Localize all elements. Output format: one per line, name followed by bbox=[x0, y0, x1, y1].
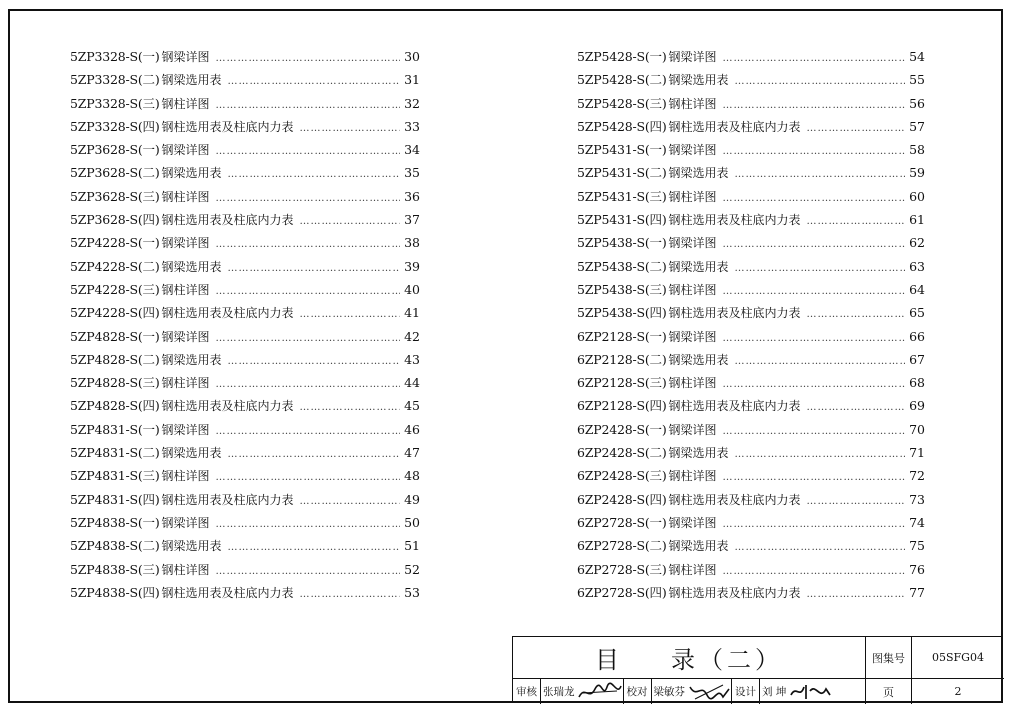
toc-entry-code: 5ZP4838-S(一) bbox=[70, 514, 160, 530]
review-signature bbox=[577, 681, 623, 703]
review-label: 审核 bbox=[513, 679, 541, 704]
toc-entry[interactable] bbox=[577, 534, 925, 557]
toc-entry[interactable] bbox=[70, 68, 420, 91]
toc-entry-title: 钢柱选用表及柱底内力表 bbox=[161, 119, 294, 134]
toc-entry-code: 5ZP4228-S(二) bbox=[70, 258, 160, 274]
toc-entry-page: 48 bbox=[404, 468, 420, 484]
toc-entry-title: 钢梁选用表 bbox=[668, 259, 729, 274]
toc-entry[interactable] bbox=[577, 441, 925, 464]
toc-entry[interactable] bbox=[577, 255, 925, 278]
dot-leader bbox=[807, 210, 905, 233]
toc-entry-page: 75 bbox=[909, 538, 925, 554]
toc-entry-code: 5ZP4828-S(二) bbox=[70, 351, 160, 367]
toc-entry-page: 49 bbox=[404, 491, 420, 507]
sheet-title bbox=[513, 637, 866, 679]
toc-entry-code: 5ZP5431-S(四) bbox=[577, 212, 667, 228]
dot-leader bbox=[735, 163, 905, 186]
toc-entry[interactable] bbox=[577, 394, 925, 417]
dot-leader bbox=[723, 94, 905, 117]
toc-entry-title: 钢梁选用表 bbox=[668, 73, 729, 88]
dot-leader bbox=[216, 47, 400, 70]
toc-entry-code: 5ZP3328-S(三) bbox=[70, 95, 160, 111]
toc-entry-title: 钢柱详图 bbox=[668, 96, 717, 111]
dot-leader bbox=[723, 47, 905, 70]
toc-entry-page: 39 bbox=[404, 258, 420, 274]
sheet-title-part1: 目 bbox=[595, 646, 623, 674]
toc-entry[interactable] bbox=[577, 325, 925, 348]
dot-leader bbox=[723, 233, 905, 256]
toc-entry-page: 69 bbox=[909, 398, 925, 414]
dot-leader bbox=[300, 117, 400, 140]
toc-entry-page: 35 bbox=[404, 165, 420, 181]
dot-leader bbox=[735, 257, 905, 280]
toc-entry[interactable] bbox=[70, 92, 420, 115]
toc-entry-title: 钢梁详图 bbox=[161, 329, 210, 344]
toc-entry-code: 5ZP3328-S(四) bbox=[70, 118, 160, 134]
dot-leader bbox=[807, 490, 905, 513]
toc-entry[interactable] bbox=[577, 161, 925, 184]
dot-leader bbox=[216, 560, 400, 583]
toc-entry-title: 钢梁详图 bbox=[668, 236, 717, 251]
check-label: 校对 bbox=[623, 679, 652, 704]
toc-entry-code: 6ZP2128-S(三) bbox=[577, 375, 667, 391]
toc-entry-page: 62 bbox=[909, 235, 925, 251]
toc-entry[interactable] bbox=[577, 231, 925, 254]
toc-entry-title: 钢梁详图 bbox=[668, 422, 717, 437]
toc-entry[interactable] bbox=[70, 138, 420, 161]
dot-leader bbox=[300, 396, 400, 419]
toc-entry-page: 61 bbox=[909, 212, 925, 228]
toc-entry[interactable] bbox=[577, 488, 925, 511]
toc-entry-title: 钢柱详图 bbox=[668, 282, 717, 297]
toc-entry-page: 55 bbox=[909, 72, 925, 88]
toc-entry-page: 66 bbox=[909, 328, 925, 344]
toc-entry-page: 57 bbox=[909, 118, 925, 134]
toc-entry-title: 钢梁详图 bbox=[668, 515, 717, 530]
toc-entry[interactable] bbox=[577, 464, 925, 487]
toc-entry-title: 钢柱选用表及柱底内力表 bbox=[668, 399, 801, 414]
toc-entry-code: 6ZP2428-S(二) bbox=[577, 445, 667, 461]
toc-entry-title: 钢柱详图 bbox=[668, 562, 717, 577]
toc-entry-page: 76 bbox=[909, 561, 925, 577]
toc-entry[interactable] bbox=[70, 45, 420, 68]
design-name: 刘 坤 bbox=[762, 686, 787, 698]
toc-entry-code: 6ZP2128-S(四) bbox=[577, 398, 667, 414]
toc-entry-title: 钢柱详图 bbox=[161, 562, 210, 577]
dot-leader bbox=[735, 536, 905, 559]
toc-entry-title: 钢柱选用表及柱底内力表 bbox=[668, 213, 801, 228]
toc-entry-title: 钢柱详图 bbox=[161, 376, 210, 391]
toc-entry-title: 钢柱详图 bbox=[161, 469, 210, 484]
dot-leader bbox=[228, 350, 400, 373]
toc-right-column bbox=[577, 45, 925, 604]
toc-entry[interactable] bbox=[70, 511, 420, 534]
toc-entry-code: 5ZP5431-S(三) bbox=[577, 188, 667, 204]
toc-entry-page: 50 bbox=[404, 514, 420, 530]
toc-entry-code: 5ZP5438-S(三) bbox=[577, 281, 667, 297]
toc-entry[interactable] bbox=[577, 208, 925, 231]
toc-entry[interactable] bbox=[70, 464, 420, 487]
dot-leader bbox=[216, 373, 400, 396]
dot-leader bbox=[723, 373, 905, 396]
toc-entry-page: 45 bbox=[404, 398, 420, 414]
toc-entry-code: 5ZP5438-S(四) bbox=[577, 305, 667, 321]
toc-entry-page: 77 bbox=[909, 584, 925, 600]
toc-entry-page: 65 bbox=[909, 305, 925, 321]
toc-entry-code: 6ZP2428-S(三) bbox=[577, 468, 667, 484]
toc-entry-title: 钢梁详图 bbox=[668, 143, 717, 158]
page-label: 页 bbox=[866, 679, 912, 704]
dot-leader bbox=[228, 163, 400, 186]
toc-entry-title: 钢柱详图 bbox=[161, 189, 210, 204]
toc-entry-title: 钢梁选用表 bbox=[668, 539, 729, 554]
toc-entry-code: 5ZP3628-S(一) bbox=[70, 142, 160, 158]
toc-entry[interactable] bbox=[70, 371, 420, 394]
toc-entry-title: 钢柱详图 bbox=[161, 282, 210, 297]
review-name: 张瑞龙 bbox=[543, 686, 575, 698]
design-signature bbox=[788, 681, 832, 703]
toc-entry-page: 58 bbox=[909, 142, 925, 158]
dot-leader bbox=[807, 303, 905, 326]
toc-entry-page: 43 bbox=[404, 351, 420, 367]
toc-entry-page: 47 bbox=[404, 445, 420, 461]
dot-leader bbox=[228, 257, 400, 280]
toc-entry-page: 60 bbox=[909, 188, 925, 204]
toc-entry-code: 5ZP3328-S(一) bbox=[70, 49, 160, 64]
toc-entry-page: 46 bbox=[404, 421, 420, 437]
signature-row bbox=[513, 679, 866, 704]
dot-leader bbox=[216, 94, 400, 117]
atlas-number-value: 05SFG04 bbox=[912, 637, 1004, 679]
toc-entry[interactable] bbox=[70, 185, 420, 208]
toc-entry[interactable] bbox=[70, 488, 420, 511]
toc-entry-title: 钢柱选用表及柱底内力表 bbox=[161, 306, 294, 321]
toc-entry-code: 5ZP4228-S(三) bbox=[70, 281, 160, 297]
toc-entry-title: 钢梁选用表 bbox=[668, 166, 729, 181]
toc-entry-code: 6ZP2728-S(三) bbox=[577, 561, 667, 577]
toc-entry-code: 5ZP5438-S(一) bbox=[577, 235, 667, 251]
toc-entry-code: 5ZP3328-S(二) bbox=[70, 72, 160, 88]
toc-entry-page: 71 bbox=[909, 445, 925, 461]
dot-leader bbox=[216, 280, 400, 303]
dot-leader bbox=[300, 490, 400, 513]
toc-entry-code: 5ZP4228-S(四) bbox=[70, 305, 160, 321]
dot-leader bbox=[216, 233, 400, 256]
toc-entry-title: 钢柱详图 bbox=[161, 96, 210, 111]
toc-entry[interactable] bbox=[70, 255, 420, 278]
toc-entry[interactable] bbox=[70, 231, 420, 254]
toc-entry-code: 5ZP5438-S(二) bbox=[577, 258, 667, 274]
toc-entry-code: 5ZP4831-S(二) bbox=[70, 445, 160, 461]
toc-entry-code: 6ZP2428-S(四) bbox=[577, 491, 667, 507]
toc-entry[interactable] bbox=[70, 115, 420, 138]
toc-entry-title: 钢梁选用表 bbox=[161, 73, 222, 88]
dot-leader bbox=[300, 210, 400, 233]
dot-leader bbox=[723, 280, 905, 303]
dot-leader bbox=[723, 140, 905, 163]
dot-leader bbox=[723, 327, 905, 350]
design-label: 设计 bbox=[731, 679, 760, 704]
toc-entry-title: 钢柱选用表及柱底内力表 bbox=[668, 306, 801, 321]
toc-entry-page: 63 bbox=[909, 258, 925, 274]
toc-entry-page: 68 bbox=[909, 375, 925, 391]
toc-entry-code: 5ZP5428-S(四) bbox=[577, 118, 667, 134]
toc-entry-page: 56 bbox=[909, 95, 925, 111]
dot-leader bbox=[216, 187, 400, 210]
toc-entry-page: 67 bbox=[909, 351, 925, 367]
toc-entry-code: 6ZP2428-S(一) bbox=[577, 421, 667, 437]
toc-entry-title: 钢柱详图 bbox=[668, 469, 717, 484]
toc-entry-page: 40 bbox=[404, 281, 420, 297]
toc-entry-code: 5ZP5428-S(一) bbox=[577, 49, 667, 64]
toc-entry-title: 钢梁选用表 bbox=[161, 166, 222, 181]
toc-entry-title: 钢梁详图 bbox=[668, 50, 717, 64]
toc-entry-page: 70 bbox=[909, 421, 925, 437]
toc-entry[interactable] bbox=[70, 394, 420, 417]
toc-entry-title: 钢柱选用表及柱底内力表 bbox=[161, 492, 294, 507]
toc-entry-code: 6ZP2128-S(一) bbox=[577, 328, 667, 344]
toc-entry-code: 6ZP2728-S(二) bbox=[577, 538, 667, 554]
toc-entry[interactable] bbox=[577, 278, 925, 301]
toc-entry[interactable] bbox=[577, 348, 925, 371]
toc-entry-code: 6ZP2728-S(四) bbox=[577, 584, 667, 600]
toc-entry-title: 钢梁选用表 bbox=[161, 446, 222, 461]
dot-leader bbox=[228, 536, 400, 559]
check-signature bbox=[687, 681, 731, 703]
toc-entry-code: 5ZP4828-S(四) bbox=[70, 398, 160, 414]
toc-entry-title: 钢柱详图 bbox=[668, 376, 717, 391]
toc-entry-code: 5ZP3628-S(三) bbox=[70, 188, 160, 204]
toc-entry[interactable] bbox=[70, 581, 420, 604]
toc-entry-page: 37 bbox=[404, 212, 420, 228]
toc-entry-title: 钢梁详图 bbox=[161, 236, 210, 251]
toc-entry-page: 34 bbox=[404, 142, 420, 158]
toc-entry-page: 42 bbox=[404, 328, 420, 344]
toc-entry[interactable] bbox=[577, 68, 925, 91]
toc-entry-title: 钢柱选用表及柱底内力表 bbox=[161, 585, 294, 600]
toc-entry[interactable] bbox=[577, 371, 925, 394]
toc-entry[interactable] bbox=[577, 418, 925, 441]
dot-leader bbox=[735, 350, 905, 373]
toc-entry-title: 钢柱详图 bbox=[668, 189, 717, 204]
sheet-title-part2: 录（二） bbox=[671, 646, 783, 674]
toc-entry-code: 5ZP3628-S(四) bbox=[70, 212, 160, 228]
toc-entry-code: 5ZP5428-S(三) bbox=[577, 95, 667, 111]
dot-leader bbox=[300, 583, 400, 606]
toc-entry-code: 5ZP4831-S(四) bbox=[70, 491, 160, 507]
toc-entry-code: 5ZP4838-S(三) bbox=[70, 561, 160, 577]
dot-leader bbox=[735, 443, 905, 466]
toc-entry-page: 31 bbox=[404, 72, 420, 88]
dot-leader bbox=[723, 513, 905, 536]
toc-entry[interactable] bbox=[577, 115, 925, 138]
toc-entry[interactable] bbox=[70, 161, 420, 184]
toc-entry-code: 5ZP4828-S(三) bbox=[70, 375, 160, 391]
dot-leader bbox=[723, 187, 905, 210]
toc-entry-code: 5ZP4831-S(一) bbox=[70, 421, 160, 437]
toc-entry-page: 33 bbox=[404, 118, 420, 134]
toc-entry-page: 59 bbox=[909, 165, 925, 181]
toc-entry-page: 64 bbox=[909, 281, 925, 297]
check-name: 梁敏芬 bbox=[653, 686, 685, 698]
dot-leader bbox=[723, 420, 905, 443]
toc-entry[interactable] bbox=[70, 348, 420, 371]
toc-entry-title: 钢柱选用表及柱底内力表 bbox=[161, 399, 294, 414]
toc-entry-title: 钢柱选用表及柱底内力表 bbox=[161, 213, 294, 228]
toc-entry-code: 5ZP5431-S(二) bbox=[577, 165, 667, 181]
toc-entry-title: 钢梁详图 bbox=[161, 422, 210, 437]
toc-entry[interactable] bbox=[577, 301, 925, 324]
toc-entry-title: 钢梁详图 bbox=[668, 329, 717, 344]
toc-left-column bbox=[70, 45, 420, 604]
toc-entry-page: 54 bbox=[909, 49, 925, 64]
toc-entry-title: 钢梁详图 bbox=[161, 143, 210, 158]
toc-entry-title: 钢柱选用表及柱底内力表 bbox=[668, 119, 801, 134]
toc-entry-page: 72 bbox=[909, 468, 925, 484]
dot-leader bbox=[735, 70, 905, 93]
toc-entry-page: 52 bbox=[404, 561, 420, 577]
toc-entry-code: 5ZP4828-S(一) bbox=[70, 328, 160, 344]
toc-entry[interactable] bbox=[70, 558, 420, 581]
toc-entry-page: 53 bbox=[404, 584, 420, 600]
dot-leader bbox=[723, 560, 905, 583]
dot-leader bbox=[300, 303, 400, 326]
toc-entry-title: 钢梁选用表 bbox=[668, 446, 729, 461]
toc-entry[interactable] bbox=[577, 581, 925, 604]
toc-entry-title: 钢梁详图 bbox=[161, 50, 210, 64]
toc-entry[interactable] bbox=[70, 418, 420, 441]
dot-leader bbox=[216, 466, 400, 489]
toc-entry[interactable] bbox=[70, 301, 420, 324]
toc-entry-title: 钢梁选用表 bbox=[161, 352, 222, 367]
toc-entry[interactable] bbox=[70, 325, 420, 348]
dot-leader bbox=[216, 513, 400, 536]
dot-leader bbox=[216, 420, 400, 443]
toc-entry-page: 51 bbox=[404, 538, 420, 554]
toc-entry-code: 5ZP5431-S(一) bbox=[577, 142, 667, 158]
toc-entry-page: 73 bbox=[909, 491, 925, 507]
toc-entry-code: 6ZP2728-S(一) bbox=[577, 514, 667, 530]
toc-entry-code: 5ZP4831-S(三) bbox=[70, 468, 160, 484]
title-block bbox=[512, 636, 1003, 703]
page-number: 2 bbox=[954, 685, 962, 698]
toc-entry-page: 30 bbox=[404, 49, 420, 64]
toc-entry-code: 5ZP5428-S(二) bbox=[577, 72, 667, 88]
toc-entry-page: 74 bbox=[909, 514, 925, 530]
toc-entry-title: 钢梁详图 bbox=[161, 515, 210, 530]
toc-entry-code: 5ZP3628-S(二) bbox=[70, 165, 160, 181]
dot-leader bbox=[228, 443, 400, 466]
toc-entry[interactable] bbox=[577, 138, 925, 161]
toc-entry[interactable] bbox=[577, 558, 925, 581]
toc-entry-page: 38 bbox=[404, 235, 420, 251]
toc-entry-code: 5ZP4228-S(一) bbox=[70, 235, 160, 251]
dot-leader bbox=[228, 70, 400, 93]
toc-entry-title: 钢梁选用表 bbox=[161, 539, 222, 554]
toc-entry-title: 钢梁选用表 bbox=[668, 352, 729, 367]
toc-entry-page: 44 bbox=[404, 375, 420, 391]
toc-entry-page: 41 bbox=[404, 305, 420, 321]
toc-entry[interactable] bbox=[70, 441, 420, 464]
dot-leader bbox=[216, 140, 400, 163]
atlas-number-label: 图集号 bbox=[866, 637, 912, 679]
toc-entry[interactable] bbox=[70, 278, 420, 301]
toc-entry-title: 钢柱选用表及柱底内力表 bbox=[668, 492, 801, 507]
toc-entry-page: 36 bbox=[404, 188, 420, 204]
toc-entry-code: 5ZP4838-S(二) bbox=[70, 538, 160, 554]
toc-entry-code: 5ZP4838-S(四) bbox=[70, 584, 160, 600]
dot-leader bbox=[807, 583, 905, 606]
toc-entry-page: 32 bbox=[404, 95, 420, 111]
toc-entry-code: 6ZP2128-S(二) bbox=[577, 351, 667, 367]
dot-leader bbox=[723, 466, 905, 489]
toc-entry[interactable] bbox=[577, 45, 925, 68]
dot-leader bbox=[807, 396, 905, 419]
toc-entry-title: 钢梁选用表 bbox=[161, 259, 222, 274]
toc-entry[interactable] bbox=[577, 92, 925, 115]
dot-leader bbox=[807, 117, 905, 140]
toc-entry[interactable] bbox=[70, 534, 420, 557]
toc-entry[interactable] bbox=[577, 511, 925, 534]
toc-entry[interactable] bbox=[577, 185, 925, 208]
dot-leader bbox=[216, 327, 400, 350]
toc-entry-title: 钢柱选用表及柱底内力表 bbox=[668, 585, 801, 600]
toc-entry[interactable] bbox=[70, 208, 420, 231]
